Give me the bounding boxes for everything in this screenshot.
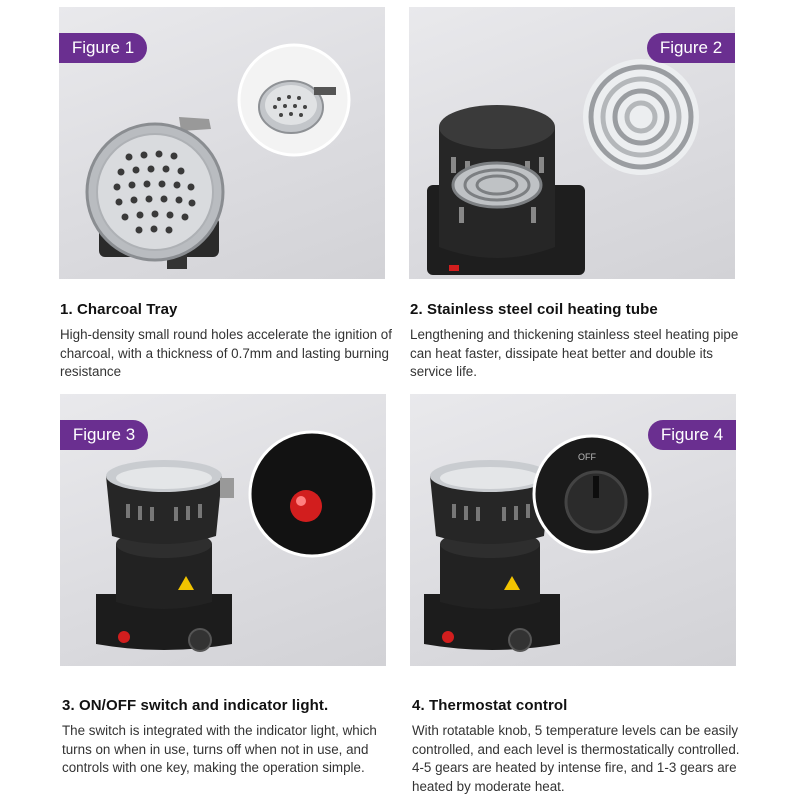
figure-2-panel bbox=[409, 7, 735, 279]
figure-2-tag: Figure 2 bbox=[647, 33, 735, 63]
figure-3-description: The switch is integrated with the indicator light, which turns on when in use, turns off when not in use, and controls with one key, making the operation simple. bbox=[62, 723, 377, 775]
figure-4-title: 4. Thermostat control bbox=[412, 697, 568, 714]
figure-1-panel bbox=[59, 7, 385, 279]
figure-3-tag: Figure 3 bbox=[60, 420, 148, 450]
figure-3-panel bbox=[60, 394, 386, 666]
figure-1-tag: Figure 1 bbox=[59, 33, 147, 63]
indicator-light-dot bbox=[118, 631, 130, 643]
figure-4-panel bbox=[410, 394, 736, 666]
figure-1-description: High-density small round holes accelerate the ignition of charcoal, with a thickness of 0.7mm and lasting burning resistance bbox=[60, 327, 392, 379]
figure-4-caption bbox=[412, 697, 747, 796]
figure-4-tag: Figure 4 bbox=[648, 420, 736, 450]
figure-1-caption bbox=[60, 301, 395, 382]
figure-4-description: With rotatable knob, 5 temperature levels can be easily controlled, and each level is thermostatically controlled. 4-5 gears are heated by intense fire, and 1-3 gears are heated by moderate heat. bbox=[412, 723, 740, 794]
figure-3-caption bbox=[62, 697, 397, 778]
figure-2-title: 2. Stainless steel coil heating tube bbox=[410, 301, 658, 318]
svg-text:OFF: OFF bbox=[578, 452, 596, 462]
figure-3-title: 3. ON/OFF switch and indicator light. bbox=[62, 697, 329, 714]
figure-1-title: 1. Charcoal Tray bbox=[60, 301, 178, 318]
figure-2-description: Lengthening and thickening stainless steel heating pipe can heat faster, dissipate heat better and double its service life. bbox=[410, 327, 739, 379]
figure-2-caption bbox=[410, 301, 745, 382]
